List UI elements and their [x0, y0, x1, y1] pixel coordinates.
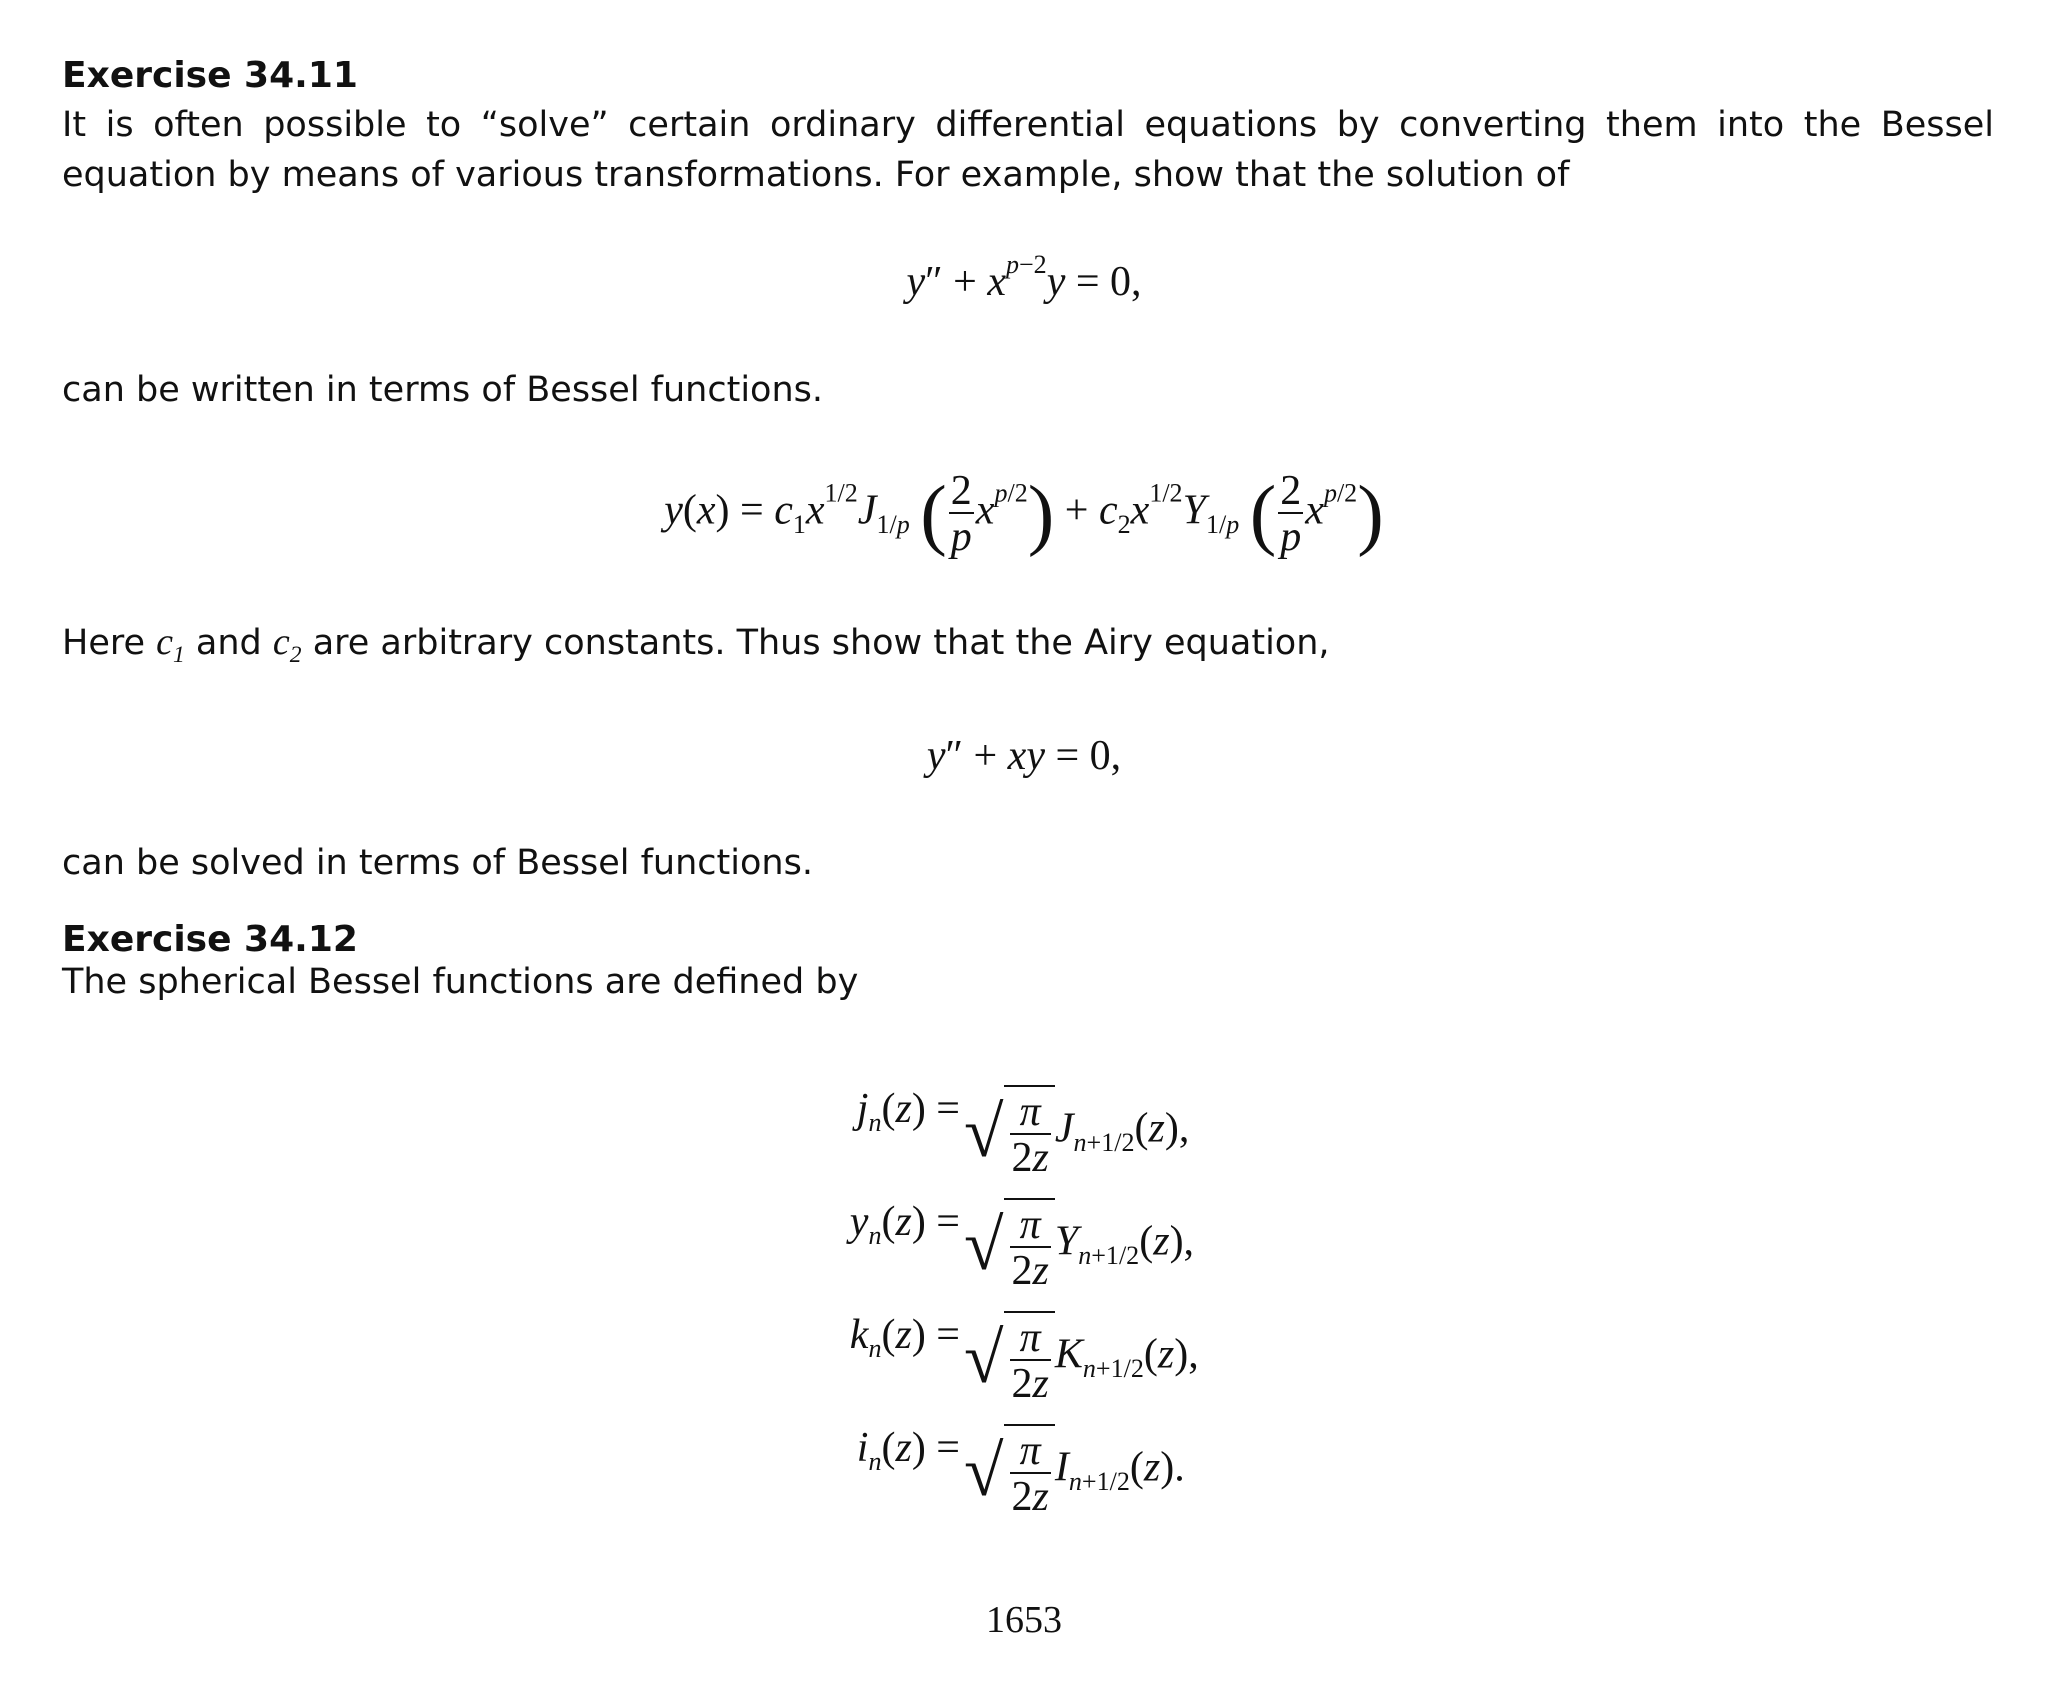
constants-text-a: Here [62, 623, 157, 663]
definition-k: $k_n(z)$ = √ $\frac{\pi}{2z}$ $K_{n+1/2}(z)$, [849, 1312, 1199, 1407]
definition-y: $y_n(z)$ = √ $\frac{\pi}{2z}$ $Y_{n+1/2}(z)$, [849, 1199, 1195, 1294]
definition-j: $j_n(z)$ = √ $\frac{\pi}{2z}$ $J_{n+1/2}(z)$, [856, 1086, 1190, 1181]
equation-airy: y″ + xy = 0, [926, 733, 1122, 779]
constants-text-b: and [184, 623, 273, 663]
constants-text-c: are arbitrary constants. Thus show that the Airy equation, [301, 623, 1330, 663]
equation-general-ode: $y'' + x^{p-2}y = 0$, [906, 249, 1142, 305]
constants-statement: Here $c_1$ and $c_2$ are arbitrary constants. Thus show that the Airy equation, [62, 621, 1330, 669]
closing-statement: can be solved in terms of Bessel functions. [62, 843, 813, 883]
definition-i: $i_n(z)$ = √ $\frac{\pi}{2z}$ $I_{n+1/2}(z)$. [856, 1425, 1185, 1520]
intro-text: It is often possible to “solve” certain ordinary differential equations by converting them into the Bessel equation by means of various transformations. For example, show that the solution of [62, 105, 1994, 195]
exercise-intro-paragraph [62, 100, 1994, 200]
exercise-title: Exercise 34.11 [62, 55, 358, 96]
page-number: 1653 [986, 1599, 1062, 1641]
equation-bessel-solution: $y(x) = c_1x^{1/2}J_{1/p}$ ( $\frac{2}{p}$ $x^{p/2}) + c_2x^{1/2}Y_{1/p}$ ( $\frac{2}{p}$ $x^{p/2}$) [664, 468, 1384, 560]
bessel-statement: can be written in terms of Bessel functions. [62, 370, 824, 410]
spherical-bessel-intro: The spherical Bessel functions are defined by [62, 962, 859, 1002]
exercise-title: Exercise 34.12 [62, 919, 358, 960]
